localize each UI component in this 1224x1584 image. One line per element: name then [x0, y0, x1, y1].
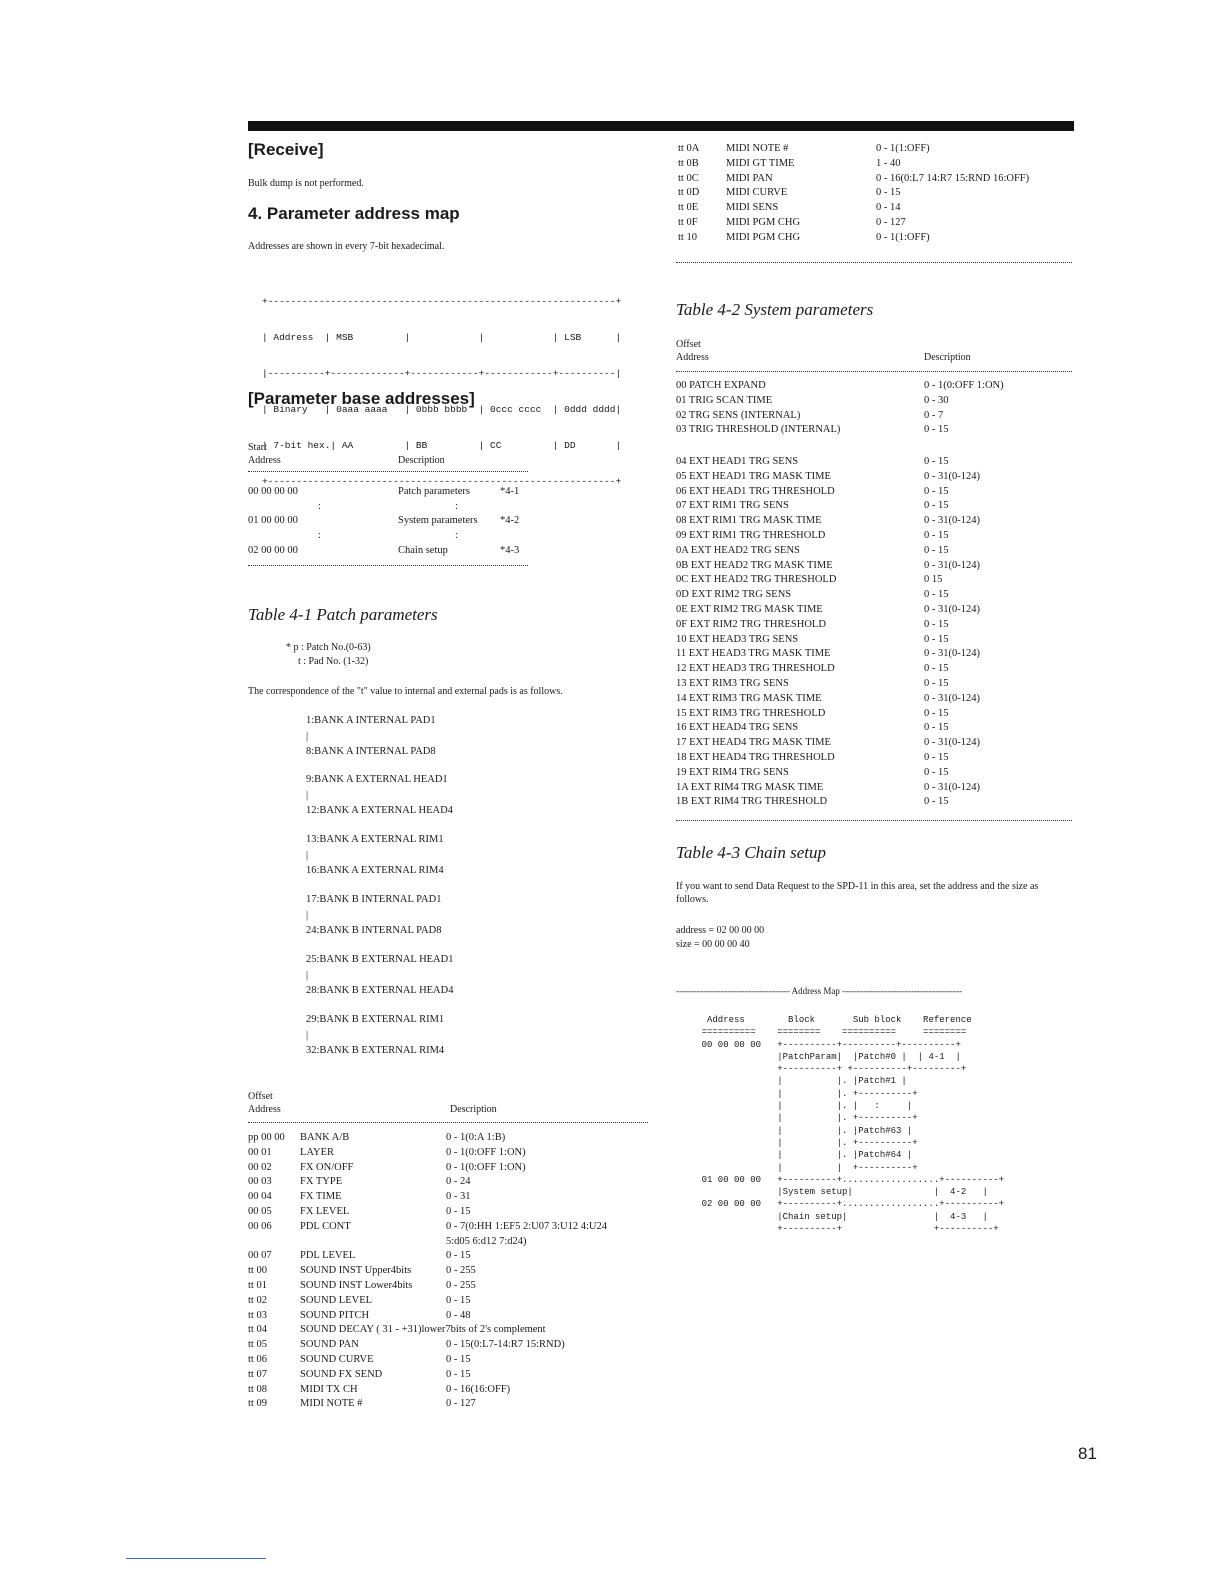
param-range: 0 - 15 [446, 1294, 471, 1306]
param-range: 0 - 31(0-124) [924, 559, 980, 571]
offset-col-address: Address [248, 1104, 281, 1115]
addresses-note: Addresses are shown in every 7-bit hexadecimal. [248, 241, 445, 252]
param-range: 0 - 15 [924, 618, 949, 630]
pad-item: 25:BANK B EXTERNAL HEAD1 [306, 954, 454, 965]
param-name: MIDI PGM CHG [726, 231, 801, 243]
param-range: 0 - 127 [876, 217, 906, 228]
address-map-line: | |. +----------+ [680, 1113, 918, 1124]
param-range: 0 - 15 [924, 530, 949, 541]
param-offset: tt 00 [248, 1265, 267, 1277]
pad-item: 28:BANK B EXTERNAL HEAD4 [306, 985, 454, 996]
param-offset: tt 07 [248, 1368, 267, 1380]
address-map-line: +----------+ +----------+ [680, 1224, 999, 1235]
param-offset: tt 0D [678, 187, 700, 199]
param-name: SOUND INST Lower4bits [300, 1280, 413, 1291]
param-name: 1A EXT RIM4 TRG MASK TIME [676, 781, 824, 793]
param-range: 0 - 1(1:OFF) [876, 143, 930, 154]
base-col-start: Start [248, 442, 267, 453]
base-col-address: Address [248, 455, 281, 466]
base-desc: Patch parameters [398, 486, 471, 497]
param-name: MIDI GT TIME [726, 157, 795, 169]
param-range: 0 - 31(0-124) [924, 692, 980, 704]
divider [676, 820, 1072, 821]
param-name: 06 EXT HEAD1 TRG THRESHOLD [676, 485, 835, 497]
address-map-line: | |. |Patch#1 | [680, 1076, 907, 1087]
param-range: 0 - 31 [446, 1191, 471, 1203]
param-name: SOUND PITCH [300, 1309, 370, 1321]
param-name: SOUND FX SEND [300, 1368, 383, 1380]
pad-item: 17:BANK B INTERNAL PAD1 [306, 894, 442, 905]
param-name: 09 EXT RIM1 TRG THRESHOLD [676, 530, 826, 541]
param-range: 0 - 1(1:OFF) [876, 231, 930, 243]
address-map-line: 02 00 00 00 +----------+..................+----------+ [680, 1199, 1005, 1210]
param-offset: pp 00 00 [248, 1132, 285, 1143]
param-range: 5:d05 6:d12 7:d24) [446, 1235, 527, 1247]
address-map-rule: -------------------------------------- Address Map ---------------------------------------- [676, 986, 963, 996]
param-name: 16 EXT HEAD4 TRG SENS [676, 722, 799, 734]
param-name: 08 EXT RIM1 TRG MASK TIME [676, 515, 822, 527]
param-offset: 00 01 [248, 1146, 272, 1158]
colon-mark: : [318, 530, 321, 541]
param-range: 0 - 15 [924, 485, 949, 497]
colon-mark: : [318, 501, 321, 512]
param-range: 0 - 31(0-124) [924, 648, 980, 660]
param-offset: 00 06 [248, 1220, 272, 1232]
base-ref: *4-2 [500, 515, 520, 526]
address-map-line: | |. |Patch#64 | [680, 1150, 913, 1161]
param-range: 0 - 15 [924, 707, 949, 719]
param-range: 0 - 14 [876, 202, 901, 214]
table-4-3-title: Table 4-3 Chain setup [676, 843, 827, 862]
param-name: SOUND PAN [300, 1339, 359, 1351]
param-name: SOUND LEVEL [300, 1294, 373, 1306]
param-name: 1B EXT RIM4 TRG THRESHOLD [676, 796, 828, 808]
param-name: SOUND DECAY ( 31 - +31)lower7bits of 2's complement [300, 1324, 546, 1336]
param-name: MIDI SENS [726, 202, 779, 214]
param-range: 0 - 127 [446, 1398, 476, 1410]
param-name: MIDI NOTE # [300, 1398, 363, 1410]
param-offset: tt 02 [248, 1294, 267, 1306]
param-name: 02 TRG SENS (INTERNAL) [676, 409, 801, 421]
sys-col-description: Description [924, 352, 971, 363]
chain-size: size = 00 00 00 40 [676, 939, 750, 950]
addr-table-line: |----------+-------------+------------+------------+----------| [262, 368, 622, 379]
address-map-diagram [680, 1014, 1004, 1235]
chain-note: If you want to send Data Request to the SPD-11 in this area, set the address and the size as follows. [676, 881, 1039, 905]
param-name: 18 EXT HEAD4 TRG THRESHOLD [676, 752, 835, 763]
param-range: 0 - 7(0:HH 1:EF5 2:U07 3:U12 4:U24 [446, 1220, 607, 1232]
param-range: 0 - 31(0-124) [924, 604, 980, 615]
param-range: 0 - 15 [446, 1368, 471, 1380]
param-range: 0 - 31(0-124) [924, 515, 980, 527]
param-name: 11 EXT HEAD3 TRG MASK TIME [676, 648, 831, 660]
param-range: 0 - 15(0:L7-14:R7 15:RND) [446, 1339, 565, 1351]
param-range: 0 - 15 [924, 752, 949, 763]
param-range: 0 - 16(0:L7 14:R7 15:RND 16:OFF) [876, 172, 1030, 184]
param-name: 10 EXT HEAD3 TRG SENS [676, 633, 799, 645]
param-name: 0E EXT RIM2 TRG MASK TIME [676, 604, 823, 615]
param-name: MIDI TX CH [300, 1383, 358, 1395]
param-range: 0 - 15 [876, 187, 901, 199]
param-name: MIDI CURVE [726, 187, 788, 199]
pad-item: | [306, 790, 309, 801]
address-map-line: ========== ======== ========== ======== [680, 1027, 967, 1038]
pad-item: 9:BANK A EXTERNAL HEAD1 [306, 774, 448, 785]
base-addr: 02 00 00 00 [248, 545, 298, 556]
param-name: 13 EXT RIM3 TRG SENS [676, 678, 789, 689]
address-map-line: |System setup| | 4-2 | [680, 1187, 988, 1198]
offset-col-offset: Offset [248, 1091, 273, 1102]
param-name: 0C EXT HEAD2 TRG THRESHOLD [676, 574, 837, 586]
param-name: 14 EXT RIM3 TRG MASK TIME [676, 692, 822, 704]
sys-col-address: Address [676, 352, 709, 363]
param-range: 0 - 15 [924, 500, 949, 512]
param-offset: 00 04 [248, 1191, 272, 1203]
pad-item: 13:BANK A EXTERNAL RIM1 [306, 834, 444, 845]
param-range: 0 - 31(0-124) [924, 737, 980, 749]
note-pad-no: t : Pad No. (1-32) [298, 656, 369, 667]
pad-item: 8:BANK A INTERNAL PAD8 [306, 746, 436, 757]
receive-heading: [Receive] [248, 140, 324, 159]
note-patch-no: * p : Patch No.(0-63) [286, 642, 371, 653]
base-addresses-heading: [Parameter base addresses] [248, 389, 475, 408]
param-name: 12 EXT HEAD3 TRG THRESHOLD [676, 663, 835, 675]
param-name: 0F EXT RIM2 TRG THRESHOLD [676, 618, 826, 630]
param-range: 0 - 15 [924, 722, 949, 734]
divider [676, 371, 1072, 372]
param-name: 00 PATCH EXPAND [676, 380, 766, 391]
chain-address: address = 02 00 00 00 [676, 925, 765, 936]
param-name: 03 TRIG THRESHOLD (INTERNAL) [676, 424, 841, 436]
param-range: 0 - 15 [924, 663, 949, 675]
param-name: FX TIME [300, 1191, 342, 1203]
base-desc: Chain setup [398, 545, 448, 556]
addr-table-line: | Address | MSB | | | LSB | [262, 332, 622, 343]
param-name: 04 EXT HEAD1 TRG SENS [676, 456, 799, 467]
table-4-1-title: Table 4-1 Patch parameters [248, 605, 438, 624]
base-addr: 00 00 00 00 [248, 486, 298, 497]
param-name: PDL LEVEL [300, 1250, 356, 1262]
divider [676, 262, 1072, 263]
param-name: 19 EXT RIM4 TRG SENS [676, 766, 789, 778]
param-range: 0 - 24 [446, 1176, 471, 1188]
pad-item: | [306, 850, 309, 861]
param-name: LAYER [300, 1146, 335, 1158]
base-desc: System parameters [398, 515, 478, 526]
param-name: SOUND CURVE [300, 1354, 374, 1365]
param-offset: tt 05 [248, 1339, 267, 1351]
addr-table-line: | 7-bit hex.| AA | BB | CC | DD | [262, 440, 622, 451]
param-range: 0 - 15 [924, 678, 949, 689]
address-map-line: Address Block Sub block Reference [680, 1015, 972, 1025]
divider [248, 565, 528, 566]
param-name: MIDI NOTE # [726, 143, 789, 154]
bulk-dump-note: Bulk dump is not performed. [248, 178, 364, 189]
param-name: 07 EXT RIM1 TRG SENS [676, 500, 789, 512]
param-name: 01 TRIG SCAN TIME [676, 394, 773, 406]
param-name: MIDI PAN [726, 172, 773, 184]
param-range: 0 - 15 [924, 456, 949, 467]
addr-table-line: +-------------------------------------------------------------+ [262, 296, 622, 307]
param-range: 0 - 1(0:A 1:B) [446, 1132, 506, 1143]
address-map-line: 01 00 00 00 +----------+..................+----------+ [680, 1174, 1005, 1185]
param-offset: 00 05 [248, 1206, 272, 1217]
addr-table-line: +-------------------------------------------------------------+ [262, 476, 622, 487]
address-map-line: | |. +----------+ [680, 1088, 918, 1099]
page-number: 81 [1078, 1444, 1097, 1463]
param-name: 0D EXT RIM2 TRG SENS [676, 589, 792, 601]
base-col-description: Description [398, 455, 445, 466]
param-name: 15 EXT RIM3 TRG THRESHOLD [676, 707, 826, 719]
param-range: 0 - 15 [446, 1206, 471, 1217]
param-offset: tt 0C [678, 172, 699, 184]
param-range: 0 - 30 [924, 394, 949, 406]
param-offset: 00 03 [248, 1176, 272, 1188]
address-map-line: | | +----------+ [680, 1162, 918, 1173]
param-range: 0 - 16(16:OFF) [446, 1383, 511, 1395]
addr-table-line: | Binary | 0aaa aaaa | 0bbb bbbb | 0ccc cccc | 0ddd dddd| [262, 404, 622, 415]
param-range: 0 - 1(0:OFF 1:ON) [924, 380, 1004, 391]
param-range: 0 - 1(0:OFF 1:ON) [446, 1161, 526, 1173]
pad-item: | [306, 970, 309, 981]
pad-item: 29:BANK B EXTERNAL RIM1 [306, 1014, 445, 1025]
address-map-line: | |. +----------+ [680, 1137, 918, 1148]
pad-item: 32:BANK B EXTERNAL RIM4 [306, 1045, 445, 1056]
base-ref: *4-3 [500, 545, 520, 556]
param-range: 0 - 15 [924, 424, 949, 436]
param-offset: tt 03 [248, 1309, 267, 1321]
correspondence-note: The correspondence of the "t" value to internal and external pads is as follows. [248, 686, 563, 697]
param-offset: tt 0A [678, 143, 700, 154]
param-range: 0 - 15 [924, 544, 949, 556]
top-rule-bar [248, 121, 1074, 131]
footer-line [126, 1558, 266, 1559]
param-name: 0B EXT HEAD2 TRG MASK TIME [676, 559, 833, 571]
param-name: FX LEVEL [300, 1206, 350, 1217]
base-ref: *4-1 [500, 486, 520, 497]
divider [248, 471, 528, 472]
address-map-line: | |. | : | [680, 1101, 913, 1112]
param-offset: tt 09 [248, 1398, 267, 1410]
param-range: 0 - 15 [924, 766, 949, 778]
param-name: MIDI PGM CHG [726, 217, 801, 228]
param-map-heading: 4. Parameter address map [248, 204, 460, 223]
address-map-line: |Chain setup| | 4-3 | [680, 1211, 988, 1222]
base-addr: 01 00 00 00 [248, 515, 298, 526]
param-name: FX TYPE [300, 1176, 343, 1188]
param-name: 05 EXT HEAD1 TRG MASK TIME [676, 470, 831, 482]
param-range: 0 - 15 [924, 589, 949, 601]
colon-mark: : [455, 501, 458, 512]
param-range: 0 - 48 [446, 1309, 471, 1321]
param-range: 0 - 31(0-124) [924, 470, 980, 482]
colon-mark: : [455, 530, 458, 541]
param-offset: tt 0F [678, 217, 698, 228]
param-range: 0 - 255 [446, 1265, 476, 1277]
sys-col-offset: Offset [676, 339, 701, 350]
param-offset: tt 08 [248, 1383, 267, 1395]
param-range: 0 - 15 [924, 633, 949, 645]
param-range: 0 - 1(0:OFF 1:ON) [446, 1146, 526, 1158]
pad-item: 12:BANK A EXTERNAL HEAD4 [306, 805, 453, 816]
param-range: 0 - 15 [924, 796, 949, 808]
param-offset: tt 04 [248, 1324, 267, 1336]
param-range: 0 - 31(0-124) [924, 781, 980, 793]
pad-item: | [306, 910, 309, 921]
param-range: 0 - 255 [446, 1280, 476, 1291]
address-map-line: 00 00 00 00 +----------+----------+----------+ [680, 1039, 961, 1050]
param-range: 1 - 40 [876, 157, 901, 169]
param-range: 0 - 15 [446, 1354, 471, 1365]
param-name: SOUND INST Upper4bits [300, 1265, 412, 1277]
param-offset: tt 0E [678, 202, 699, 214]
param-range: 0 - 7 [924, 409, 944, 421]
param-name: PDL CONT [300, 1220, 351, 1232]
pad-item: 24:BANK B INTERNAL PAD8 [306, 925, 442, 936]
param-offset: tt 01 [248, 1280, 267, 1291]
param-offset: tt 10 [678, 231, 697, 243]
table-4-2-title: Table 4-2 System parameters [676, 300, 874, 319]
param-offset: 00 02 [248, 1161, 272, 1173]
param-offset: 00 07 [248, 1250, 272, 1262]
pad-item: 1:BANK A INTERNAL PAD1 [306, 715, 436, 726]
param-name: 17 EXT HEAD4 TRG MASK TIME [676, 737, 831, 749]
param-offset: tt 0B [678, 157, 699, 169]
param-name: BANK A/B [300, 1132, 350, 1143]
pad-item: | [306, 1030, 309, 1041]
param-range: 0 - 15 [446, 1250, 471, 1262]
address-map-line: |PatchParam| |Patch#0 | | 4-1 | [680, 1051, 961, 1062]
address-map-line: +----------+ +----------+---------+ [680, 1064, 967, 1075]
param-name: FX ON/OFF [300, 1161, 354, 1173]
pad-item: 16:BANK A EXTERNAL RIM4 [306, 865, 444, 876]
param-range: 0 15 [924, 574, 943, 586]
pad-item: | [306, 731, 309, 742]
address-map-line: | |. |Patch#63 | [680, 1125, 913, 1136]
param-offset: tt 06 [248, 1354, 267, 1365]
param-name: 0A EXT HEAD2 TRG SENS [676, 544, 800, 556]
divider [248, 1122, 648, 1123]
offset-col-description: Description [450, 1104, 497, 1115]
